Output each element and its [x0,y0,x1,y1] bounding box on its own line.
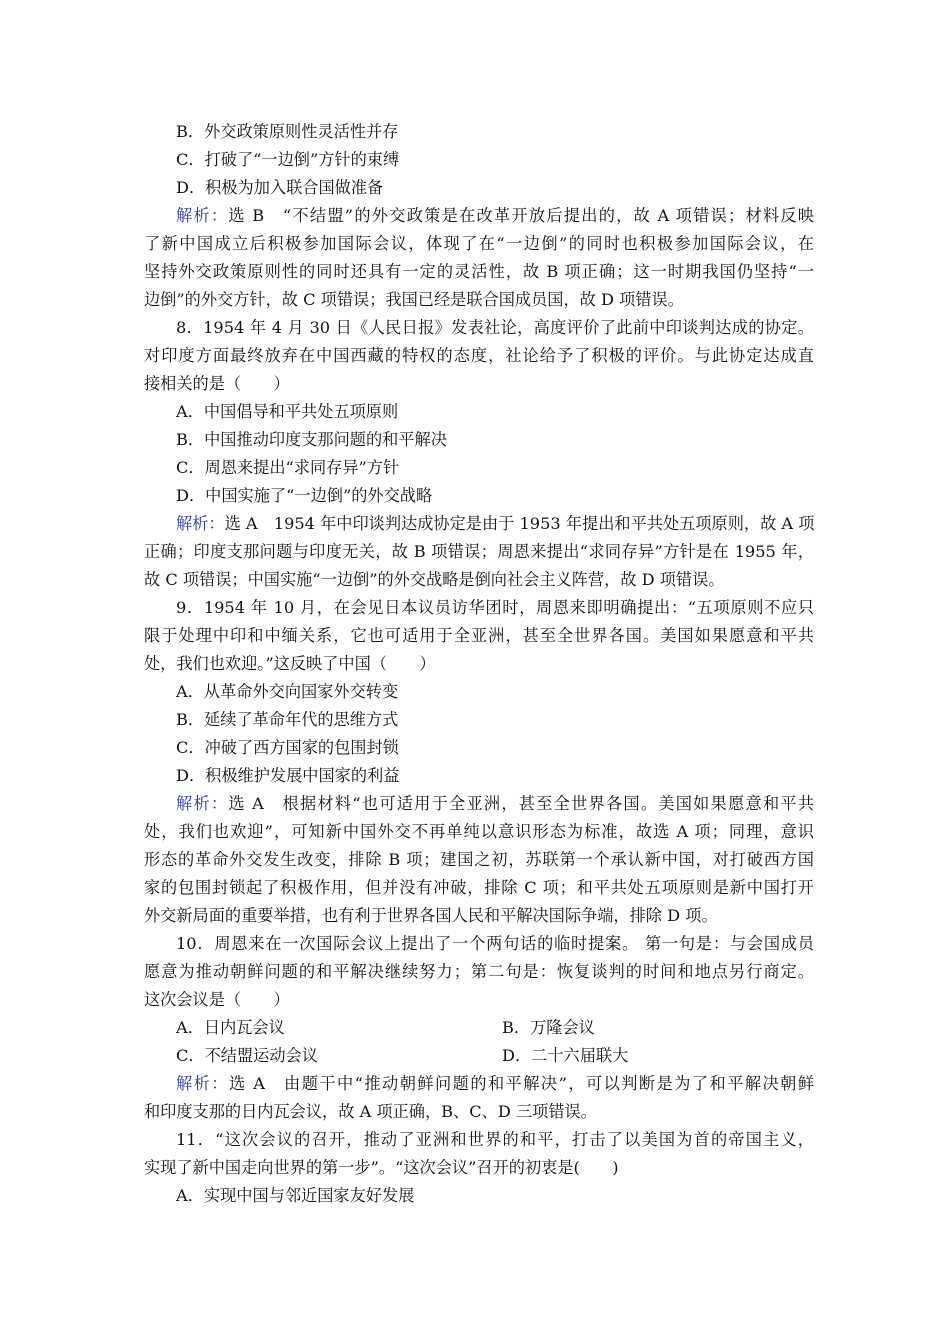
q9-stem-line-2: 限于处理中印和中缅关系，它也可适用于全亚洲，甚至全世界各国。美国如果愿意和平共 [144,626,814,645]
q9-option-b: B．延续了革命年代的思维方式 [176,710,399,729]
q10-stem-line-2: 愿意为推动朝鲜问题的和平解决继续努力；第二句是：恢复谈判的时间和地点另行商定。 [144,962,814,981]
q8-stem-line-3: 接相关的是（ ） [144,374,290,393]
q7-analysis-line-3: 坚持外交政策原则性的同时还具有一定的灵活性，故 B 项正确；这一时期我国仍坚持“一 [144,262,814,281]
q8-stem-line-2: 对印度方面最终放弃在中国西藏的特权的态度，社论给予了积极的评价。与此协定达成直 [144,346,814,365]
q10-option-c: C．不结盟运动会议 [176,1046,318,1065]
q7-analysis-line-2: 了新中国成立后积极参加国际会议，体现了在“一边倒”的同时也积极参加国际会议，在 [144,234,814,253]
q8-stem-line-1: 8．1954 年 4 月 30 日《人民日报》发表社论，高度评价了此前中印谈判达成的协定。 [176,318,814,337]
q11-stem-line-1: 11．“这次会议的召开，推动了亚洲和世界的和平，打击了以美国为首的帝国主义， [176,1130,814,1149]
q9-analysis-line-1: 解析：选 A 根据材料“也可适用于全亚洲，甚至全世界各国。美国如果愿意和平共 [176,794,814,813]
q8-option-d: D．中国实施了“一边倒”的外交战略 [176,486,433,505]
q8-option-b: B．中国推动印度支那问题的和平解决 [176,430,447,449]
q9-analysis-line-5: 外交新局面的重要举措，也有利于世界各国人民和平解决国际争端，排除 D 项。 [144,906,718,925]
q10-options-row-2 [176,1042,846,1070]
analysis-label: 解析： [176,206,229,225]
q11-stem-line-2: 实现了新中国走向世界的第一步”。“这次会议”召开的初衷是( ) [144,1158,619,1177]
analysis-label: 解析： [176,1074,229,1093]
q7-option-b: B．外交政策原则性灵活性并存 [176,122,399,141]
q9-analysis-line-4: 家的包围封锁起了积极作用，但并没有冲破，排除 C 项；和平共处五项原则是新中国打开 [144,878,814,897]
q9-stem-line-3: 处，我们也欢迎。”这反映了中国（ ） [144,654,436,673]
q10-option-b: B．万隆会议 [502,1018,595,1037]
q9-option-c: C．冲破了西方国家的包围封锁 [176,738,399,757]
q8-analysis-line-3: 故 C 项错误；中国实施“一边倒”的外交战略是倒向社会主义阵营，故 D 项错误。 [144,570,725,589]
analysis-label: 解析： [176,794,229,813]
q9-stem-line-1: 9．1954 年 10 月，在会见日本议员访华团时，周恩来即明确提出：“五项原则不应只 [176,598,814,617]
q7-option-d: D．积极为加入联合国做准备 [176,178,384,197]
q10-stem-line-1: 10．周恩来在一次国际会议上提出了一个两句话的临时提案。 第一句是：与会国成员 [176,934,814,953]
q9-option-d: D．积极维护发展中国家的利益 [176,766,400,785]
q10-option-d: D．二十六届联大 [502,1046,629,1065]
q8-analysis-line-2: 正确；印度支那问题与印度无关，故 B 项错误；周恩来提出“求同存异”方针是在 1955 年， [144,542,814,561]
q9-analysis-line-3: 形态的革命外交发生改变，排除 B 项；建国之初，苏联第一个承认新中国，对打破西方国 [144,850,814,869]
q7-analysis-line-1: 解析：选 B “不结盟”的外交政策是在改革开放后提出的，故 A 项错误；材料反映 [176,206,814,225]
q10-options-row-1 [176,1014,846,1042]
q10-stem-line-3: 这次会议是（ ） [144,990,290,1009]
q8-option-a: A．中国倡导和平共处五项原则 [176,402,399,421]
q7-analysis-line-4: 边倒”的外交方针，故 C 项错误；我国已经是联合国成员国，故 D 项错误。 [144,290,684,309]
q8-option-c: C．周恩来提出“求同存异”方针 [176,458,400,477]
q11-option-a: A．实现中国与邻近国家友好发展 [176,1186,415,1205]
q10-option-a: A．日内瓦会议 [176,1018,285,1037]
q7-option-c: C．打破了“一边倒”方针的束缚 [176,150,400,169]
q9-option-a: A．从革命外交向国家外交转变 [176,682,399,701]
q8-analysis-line-1: 解析：选 A 1954 年中印谈判达成协定是由于 1953 年提出和平共处五项原则，故 A 项 [176,514,814,533]
analysis-label: 解析： [176,514,225,533]
q10-analysis-line-2: 和印度支那的日内瓦会议，故 A 项正确，B、C、D 三项错误。 [144,1102,597,1121]
q9-analysis-line-2: 处，我们也欢迎”，可知新中国外交不再单纯以意识形态为标准，故选 A 项；同理，意识 [144,822,814,841]
q10-analysis-line-1: 解析：选 A 由题干中“推动朝鲜问题的和平解决”，可以判断是为了和平解决朝鲜 [176,1074,814,1093]
